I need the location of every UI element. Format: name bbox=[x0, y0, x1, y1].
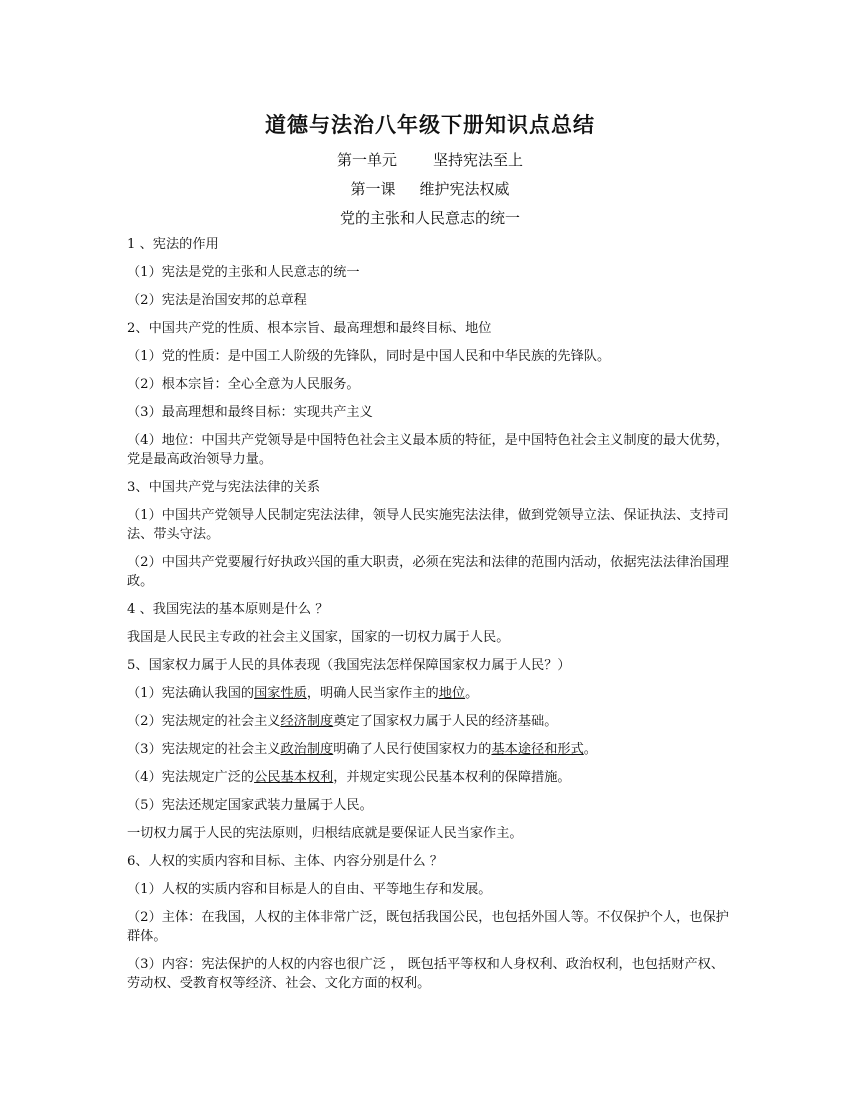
text-run: 奠定了国家权力属于人民的经济基础。 bbox=[333, 714, 558, 729]
text-run: （3）宪法规定的社会主义 bbox=[127, 742, 281, 757]
paragraph: （2）主体：在我国，人权的主体非常广泛，既包括我国公民，也包括外国人等。不仅保护个人，也保护群体。 bbox=[127, 910, 729, 944]
paragraph: 5、国家权力属于人民的具体表现（我国宪法怎样保障国家权力属于人民？） bbox=[127, 658, 571, 673]
document-body bbox=[127, 235, 733, 1002]
paragraph: （2）中国共产党要履行好执政兴国的重大职责，必须在宪法和法律的范围内活动，依据宪法法律治国理政。 bbox=[127, 555, 729, 589]
paragraph: （2）宪法是治国安邦的总章程 bbox=[127, 293, 307, 308]
text-run: 明确了人民行使国家权力的 bbox=[333, 742, 492, 757]
text-run: （2）宪法规定的社会主义 bbox=[127, 714, 281, 729]
paragraph: （2）根本宗旨：全心全意为人民服务。 bbox=[127, 377, 360, 392]
text-run: （4）宪法规定广泛的 bbox=[127, 770, 255, 785]
paragraph: （1）人权的实质内容和目标是人的自由、平等地生存和发展。 bbox=[127, 882, 492, 897]
underlined-term: 地位 bbox=[438, 686, 466, 701]
text-run: ，并规定实现公民基本权利的保障措施。 bbox=[333, 770, 571, 785]
text-run: （1）宪法确认我国的 bbox=[127, 686, 255, 701]
unit-label: 第一单元 bbox=[336, 151, 397, 169]
paragraph: （3）最高理想和最终目标：实现共产主义 bbox=[127, 405, 373, 420]
text-run: 。 bbox=[465, 686, 479, 701]
section-heading: 党的主张和人民意志的统一 bbox=[339, 209, 520, 227]
paragraph: 4 、我国宪法的基本原则是什么 ？ bbox=[127, 602, 329, 617]
underlined-term: 公民基本权利 bbox=[254, 770, 334, 785]
underlined-term: 国家性质 bbox=[254, 686, 307, 701]
underlined-term: 政治制度 bbox=[280, 742, 334, 757]
paragraph: （5）宪法还规定国家武装力量属于人民。 bbox=[127, 798, 373, 813]
paragraph: （1）中国共产党领导人民制定宪法法律，领导人民实施宪法法律，做到党领导立法、保证执法、支持司法、带头守法。 bbox=[127, 508, 729, 542]
paragraph bbox=[127, 768, 733, 787]
paragraph: 2、中国共产党的性质、根本宗旨、最高理想和最终目标、地位 bbox=[127, 321, 492, 336]
text-run: 。 bbox=[583, 742, 597, 757]
paragraph bbox=[127, 684, 733, 703]
unit-heading bbox=[0, 149, 860, 171]
paragraph: 一切权力属于人民的宪法原则，归根结底就是要保证人民当家作主。 bbox=[127, 826, 523, 841]
lesson-heading bbox=[0, 178, 860, 200]
paragraph: （3）内容：宪法保护的人权的内容也很广泛 ， 既包括平等权和人身权利、政治权利，也包括财产权、劳动权、受教育权等经济、社会、文化方面的权利。 bbox=[127, 957, 725, 991]
underlined-term: 基本途径和形式 bbox=[491, 742, 584, 757]
lesson-name: 维护宪法权威 bbox=[419, 180, 510, 198]
paragraph: （1）党的性质：是中国工人阶级的先锋队，同时是中国人民和中华民族的先锋队。 bbox=[127, 349, 611, 364]
paragraph: （1）宪法是党的主张和人民意志的统一 bbox=[127, 265, 360, 280]
paragraph: 我国是人民民主专政的社会主义国家，国家的一切权力属于人民。 bbox=[127, 630, 510, 645]
underlined-term: 经济制度 bbox=[280, 714, 334, 729]
document-title: 道德与法治八年级下册知识点总结 bbox=[265, 113, 595, 137]
unit-name: 坚持宪法至上 bbox=[433, 151, 524, 169]
text-run: ，明确人民当家作主的 bbox=[306, 686, 439, 701]
lesson-label: 第一课 bbox=[350, 180, 396, 198]
paragraph: 6、人权的实质内容和目标、主体、内容分别是什么 ？ bbox=[127, 854, 443, 869]
paragraph bbox=[127, 740, 733, 759]
paragraph bbox=[127, 712, 733, 731]
paragraph: 3、中国共产党与宪法法律的关系 bbox=[127, 480, 321, 495]
paragraph: 1 、宪法的作用 bbox=[127, 237, 219, 252]
paragraph: （4）地位：中国共产党领导是中国特色社会主义最本质的特征，是中国特色社会主义制度的最大优势，党是最高政治领导力量。 bbox=[127, 433, 729, 467]
